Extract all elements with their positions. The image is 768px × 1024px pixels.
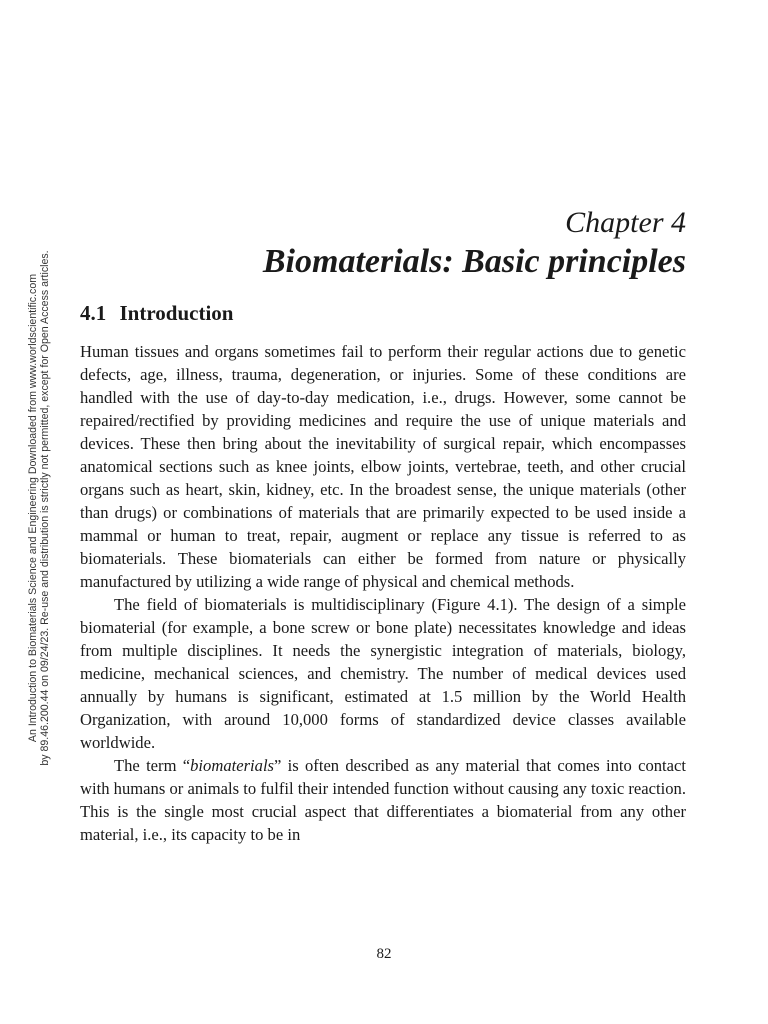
page-number: 82	[376, 946, 392, 962]
section-heading	[80, 301, 233, 326]
body-text	[80, 340, 686, 846]
section-number: 4.1	[80, 301, 107, 325]
paragraph-3-start: The term “	[114, 756, 191, 775]
paragraph-3	[80, 754, 686, 846]
chapter-title: Biomaterials: Basic principles	[262, 243, 686, 280]
download-notice-line-2: by 89.46.200.44 on 09/24/23. Re-use and distribution is strictly not permitted, except for Open Access articles.	[38, 250, 51, 766]
section-title: Introduction	[119, 301, 234, 325]
chapter-label: Chapter 4	[565, 206, 686, 239]
paragraph-3-term: biomaterials	[190, 756, 275, 775]
download-notice-text	[28, 218, 51, 798]
download-notice	[28, 218, 50, 798]
paragraph-1: Human tissues and organs sometimes fail to perform their regular actions due to genetic defects, age, illness, trauma, degeneration, or injuries. Some of these conditions are handled with the use of day-to-day medication, i.e., drugs. However, some cannot be repaired/rectified by providing medicines and require the use of unique materials and devices. These then bring about the inevitability of surgical repair, which encompasses anatomical sections such as knee joints, elbow joints, vertebrae, teeth, and other crucial organs such as heart, skin, kidney, etc. In the broadest sense, the unique materials (other than drugs) or combinations of materials that are primarily expected to be used inside a mammal or human to treat, repair, augment or replace any tissue is referred to as biomaterials. These biomaterials can either be formed from nature or physically manufactured by utilizing a wide range of physical and chemical methods.	[80, 342, 686, 591]
download-notice-line-1: An Introduction to Biomaterials Science and Engineering Downloaded from www.worldscientific.com	[27, 273, 39, 743]
paragraph-2: The field of biomaterials is multidisciplinary (Figure 4.1). The design of a simple biomaterial (for example, a bone screw or bone plate) necessitates knowledge and ideas from multiple disciplines. It needs the synergistic integration of materials, biology, medicine, mechanical sciences, and chemistry. The number of medical devices used annually by humans is significant, estimated at 1.5 million by the World Health Organization, with around 10,000 forms of standardized device classes available worldwide.	[80, 595, 686, 752]
paragraph-3-rest: ” is often described as any material that comes into contact with humans or animals to fulfil their intended function without causing any toxic reaction. This is the single most crucial aspect that differentiates a biomaterial from any other material, i.e., its capacity to be in	[80, 756, 686, 844]
